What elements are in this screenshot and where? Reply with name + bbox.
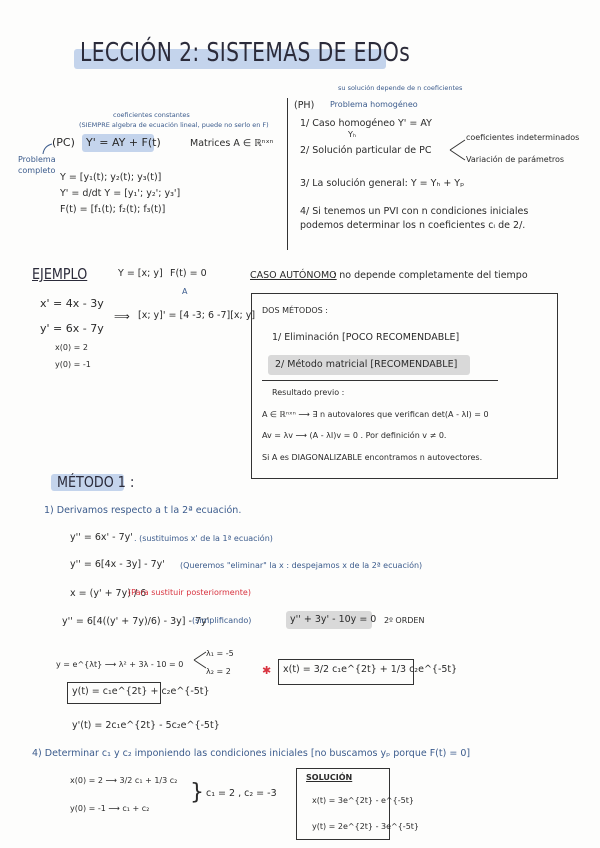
solution-heading: SOLUCIÓN: [306, 773, 353, 782]
initial-condition-x: x(0) = 2: [55, 343, 88, 352]
ejemplo-heading: EJEMPLO: [32, 265, 88, 283]
eigen-line-2: Av = λv ⟶ (A - λI)v = 0 . Por definición v ≠ 0.: [262, 431, 447, 440]
coef-note: coeficientes constantes: [113, 111, 190, 119]
root-2: λ₂ = 2: [206, 667, 231, 676]
implies-arrow: ⟹: [114, 310, 130, 323]
page-title: LECCIÓN 2: SISTEMAS DE EDOs: [80, 38, 411, 68]
system-eq-1: x' = 4x - 3y: [40, 297, 104, 310]
matrices-text: Matrices A ∈ ℝⁿˣⁿ: [190, 138, 274, 149]
methods-box: [251, 293, 558, 479]
item-4-line-2: podemos determinar los n coeficientes cᵢ de 2/.: [300, 220, 526, 231]
eq-x-note: (Para sustituir posteriormente): [128, 588, 251, 597]
pc-arrow-icon: [40, 142, 54, 156]
eigen-line-3: Si A es DIAGONALIZABLE encontramos n autovectores.: [262, 453, 483, 462]
step-1: 1) Derivamos respecto a t la 2ª ecuación.: [44, 505, 242, 516]
ic-y-eq: y(0) = -1 ⟶ c₁ + c₂: [70, 804, 150, 813]
step-4: 4) Determinar c₁ y c₂ imponiendo las condiciones iniciales [no buscamos yₚ porque F(t) = 0]: [32, 748, 471, 759]
system-eq-2: y' = 6x - 7y: [40, 322, 104, 335]
methods-divider: [262, 380, 498, 381]
ph-text: Problema homogéneo: [330, 100, 418, 109]
item-1-arrow: Yₕ: [348, 130, 357, 139]
y-vector: Y = [x; y]: [118, 268, 163, 279]
second-order-eq: y'' + 3y' - 10y = 0: [290, 614, 377, 625]
asterisk-icon: ✱: [262, 664, 272, 677]
y-definition: Y = [y₁(t); y₂(t); y₃(t)]: [60, 172, 162, 183]
second-order-label: 2º ORDEN: [384, 616, 425, 625]
y-derivative: y'(t) = 2c₁e^{2t} - 5c₂e^{-5t}: [72, 720, 220, 731]
matrix-a-label: A: [182, 287, 188, 296]
methods-heading: DOS MÉTODOS :: [262, 306, 328, 315]
constants-values: c₁ = 2 , c₂ = -3: [206, 788, 277, 799]
f-definition: F(t) = [f₁(t); f₂(t); f₃(t)]: [60, 204, 166, 215]
root-1: λ₁ = -5: [206, 649, 234, 658]
pc-label: (PC): [52, 136, 75, 149]
metodo1-heading: MÉTODO 1 :: [57, 473, 135, 491]
item-1: 1/ Caso homogéneo Y' = AY: [300, 118, 432, 129]
system-brace: }: [190, 780, 204, 805]
eq-substituted: y'' = 6[4((y' + 7y)/6) - 3y] - 7y': [62, 616, 210, 627]
ic-x-eq: x(0) = 2 ⟶ 3/2 c₁ + 1/3 c₂: [70, 776, 178, 785]
x-solution: x(t) = 3/2 c₁e^{2t} + 1/3 c₂e^{-5t}: [283, 664, 458, 675]
item-3: 3/ La solución general: Y = Yₕ + Yₚ: [300, 178, 465, 189]
branch-arrows-icon: [448, 136, 468, 164]
y-solution: y(t) = c₁e^{2t} + c₂e^{-5t}: [72, 686, 210, 697]
item-2: 2/ Solución particular de PC: [300, 145, 432, 156]
solution-note: su solución depende de n coeficientes: [338, 84, 463, 92]
item-4-line-1: 4/ Si tenemos un PVI con n condiciones iniciales: [300, 206, 529, 217]
eq-main: Y' = AY + F(t): [86, 136, 161, 149]
f-zero: F(t) = 0: [170, 268, 207, 279]
yprime-definition: Y' = d/dt Y = [y₁'; y₂'; y₃']: [60, 188, 181, 199]
method-1: 1/ Eliminación [POCO RECOMENDABLE]: [272, 332, 460, 343]
initial-condition-y: y(0) = -1: [55, 360, 91, 369]
siempre-note: (SIEMPRE algebra de ecuación lineal, puede no serlo en F): [79, 121, 269, 129]
column-divider: [287, 98, 288, 250]
final-x: x(t) = 3e^{2t} - e^{-5t}: [312, 796, 414, 805]
resultado-previo: Resultado previo :: [272, 388, 345, 397]
matrix-form: [x; y]' = [4 -3; 6 -7][x; y]: [138, 310, 256, 321]
characteristic-eq: y = e^{λt} ⟶ λ² + 3λ - 10 = 0: [56, 660, 184, 669]
eq-derivative-2-note: (Queremos "eliminar" la x : despejamos x de la 2ª ecuación): [180, 561, 423, 570]
item-2-option-1: coeficientes indeterminados: [466, 133, 580, 142]
eq-derivative-2: y'' = 6[4x - 3y] - 7y': [70, 559, 165, 570]
eq-derivative-1: y'' = 6x' - 7y': [70, 532, 133, 543]
item-2-option-2: Variación de parámetros: [466, 155, 565, 164]
ph-label: (PH): [294, 100, 315, 111]
eq-x-expression: x = (y' + 7y) / 6: [70, 588, 147, 599]
caso-text: : no depende completamente del tiempo: [333, 270, 528, 281]
caso-label: CASO AUTÓNOMO: [250, 270, 337, 281]
problema-label: Problema: [18, 155, 56, 164]
final-y: y(t) = 2e^{2t} - 3e^{-5t}: [312, 822, 420, 831]
completo-label: completo: [18, 166, 56, 175]
eigen-line-1: A ∈ ℝⁿˣⁿ ⟶ ∃ n autovalores que verifican det(A - λI) = 0: [262, 410, 489, 419]
eq-derivative-1-note: . (sustituimos x' de la 1ª ecuación): [134, 534, 273, 543]
method-2: 2/ Método matricial [RECOMENDABLE]: [275, 359, 458, 370]
simplificando-note: (simplificando): [192, 616, 252, 625]
